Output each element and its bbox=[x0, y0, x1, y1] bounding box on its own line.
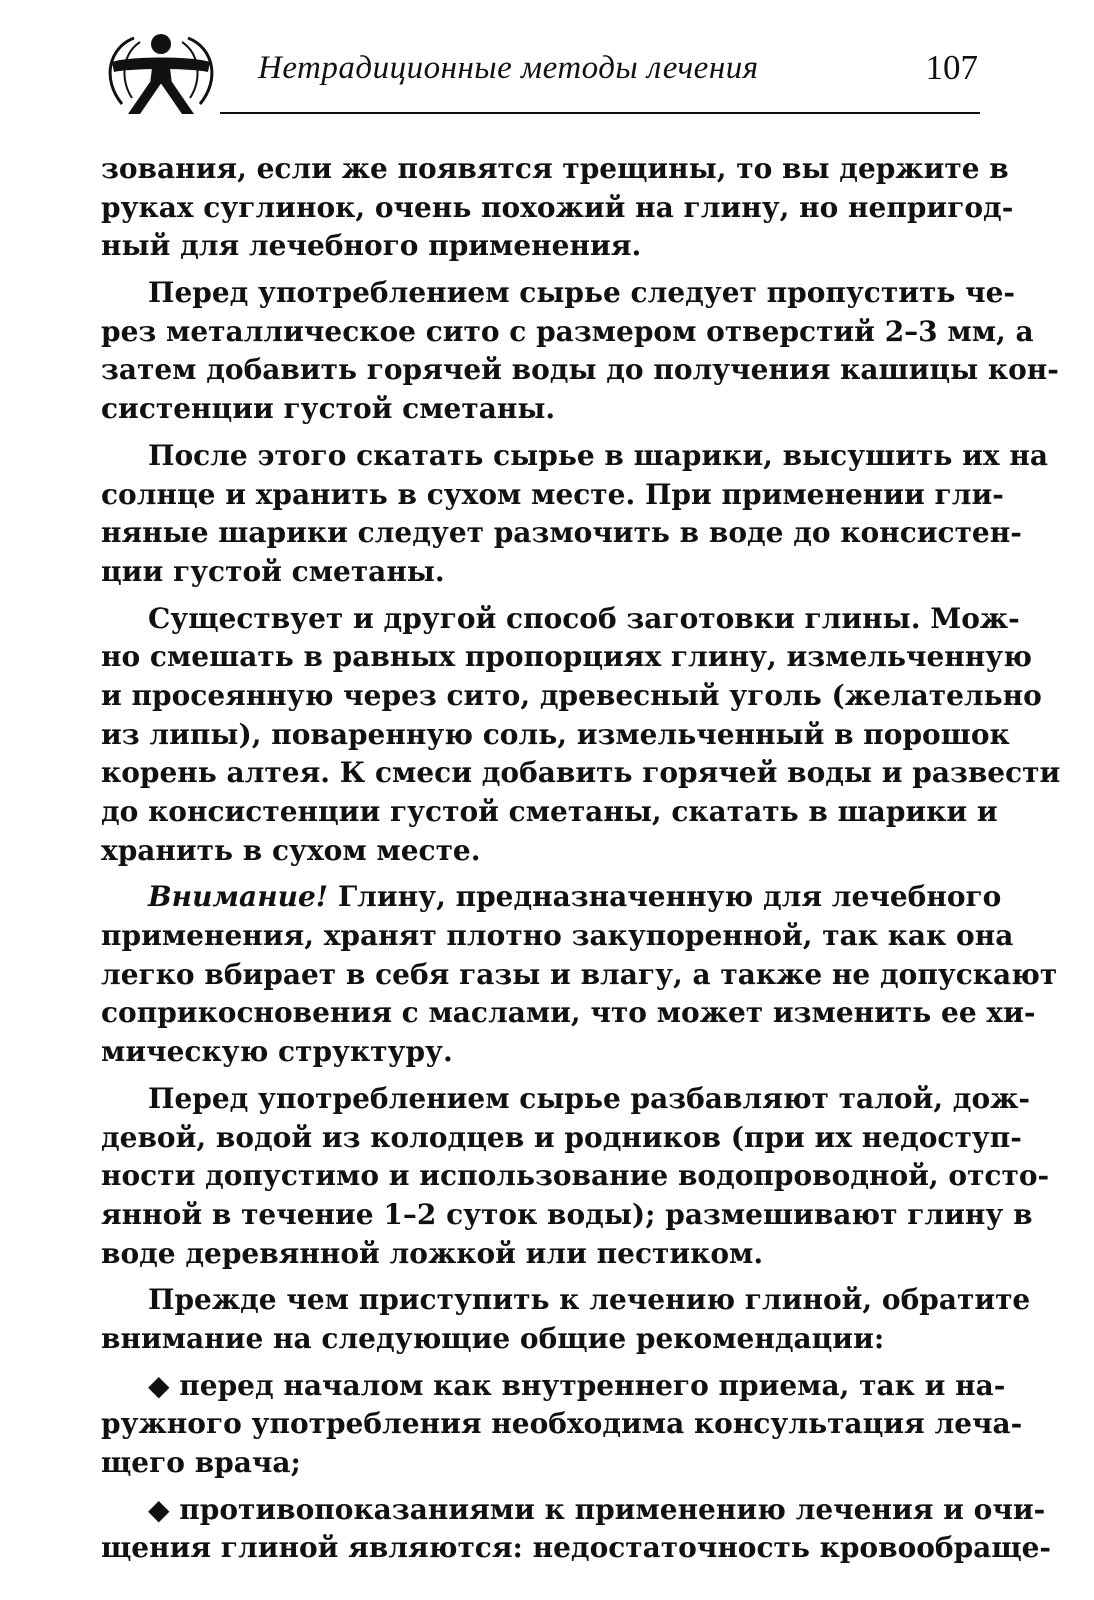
attention-label: Внимание! bbox=[148, 880, 329, 914]
paragraph-recommendations bbox=[101, 1281, 1031, 1358]
text-line: хранить в сухом месте. bbox=[101, 833, 481, 867]
text-line: солнце и хранить в сухом месте. При применении гли- bbox=[101, 477, 1004, 511]
text-line: Перед употреблением сырье разбавляют талой, дож- bbox=[148, 1081, 1031, 1115]
text-line bbox=[101, 1491, 1046, 1530]
text-line: щения глиной являются: недостаточность кровообраще- bbox=[101, 1531, 1052, 1565]
bullet-item-contraindications bbox=[101, 1491, 1052, 1568]
paragraph-other-method bbox=[101, 600, 1061, 871]
text-line: систенции густой сметаны. bbox=[101, 392, 556, 426]
text-line: ции густой сметаны. bbox=[101, 554, 445, 588]
bullet-item-consultation bbox=[101, 1367, 1023, 1483]
text-line: щего врача; bbox=[101, 1446, 301, 1479]
text-line: до консистенции густой сметаны, скатать в шарики и bbox=[101, 795, 998, 828]
text-line bbox=[101, 878, 1002, 917]
text-line: После этого скатать сырье в шарики, высушить их на bbox=[148, 438, 1048, 472]
text-line: легко вбирает в себя газы и влагу, а также не допускают bbox=[101, 957, 1058, 991]
text-line: корень алтея. К смеси добавить горячей воды и развести bbox=[101, 756, 1061, 790]
text-line: няные шарики следует размочить в воде до консистен- bbox=[101, 516, 1022, 550]
text-line: Перед употреблением сырье следует пропустить че- bbox=[148, 276, 1016, 310]
paragraph-dilution bbox=[101, 1080, 1050, 1273]
text-line: соприкосновения с маслами, что может изменить ее хи- bbox=[101, 996, 1036, 1030]
text-line: девой, водой из колодцев и родников (при их недоступ- bbox=[101, 1120, 1022, 1154]
text-line: внимание на следующие общие рекомендации: bbox=[101, 1321, 885, 1355]
running-title: Нетрадиционные методы лечения bbox=[258, 50, 759, 86]
text-span: Глину, предназначенную для лечебного bbox=[328, 880, 1002, 914]
text-span: противопоказаниями к применению лечения и очи- bbox=[169, 1492, 1046, 1526]
header-rule bbox=[220, 112, 980, 114]
text-line: ружного употребления необходима консультация леча- bbox=[101, 1407, 1023, 1441]
bullet-diamond-icon: ◆ bbox=[148, 1492, 170, 1526]
text-line bbox=[101, 1367, 1006, 1406]
text-line: воде деревянной ложкой или пестиком. bbox=[101, 1236, 764, 1270]
paragraph-continuation bbox=[101, 150, 1014, 266]
text-span: перед началом как внутреннего приема, так и на- bbox=[169, 1368, 1006, 1402]
text-line: применения, хранят плотно закупоренной, так как она bbox=[101, 919, 1014, 953]
text-line: мическую структуру. bbox=[101, 1035, 453, 1069]
text-line: но смешать в равных пропорциях глину, измельченную bbox=[101, 640, 1032, 674]
body-text bbox=[101, 150, 1061, 1576]
text-line: Прежде чем приступить к лечению глиной, обратите bbox=[148, 1283, 1031, 1317]
human-figure-logo-icon bbox=[100, 28, 222, 116]
text-line: янной в течение 1–2 суток воды); размешивают глину в bbox=[101, 1197, 1033, 1231]
paragraph-sieving bbox=[101, 274, 1059, 429]
text-line: и просеянную через сито, древесный уголь (желательно bbox=[101, 678, 1042, 712]
paragraph-attention bbox=[101, 878, 1058, 1071]
page-header bbox=[100, 28, 980, 118]
text-line: Существует и другой способ заготовки глины. Мож- bbox=[148, 601, 1020, 635]
text-line: рез металлическое сито с размером отверстий 2–3 мм, а bbox=[101, 314, 1034, 348]
text-line: руках суглинок, очень похожий на глину, но непригод- bbox=[101, 190, 1014, 224]
text-line: из липы), поваренную соль, измельченный в порошок bbox=[101, 717, 1010, 751]
page-number: 107 bbox=[925, 48, 978, 87]
text-line: ности допустимо и использование водопроводной, отсто- bbox=[101, 1159, 1050, 1193]
text-line: зования, если же появятся трещины, то вы держите в bbox=[101, 152, 1009, 185]
paragraph-balls bbox=[101, 437, 1048, 592]
text-line: затем добавить горячей воды до получения кашицы кон- bbox=[101, 353, 1059, 387]
bullet-diamond-icon: ◆ bbox=[148, 1368, 170, 1402]
text-line: ный для лечебного применения. bbox=[101, 229, 642, 263]
